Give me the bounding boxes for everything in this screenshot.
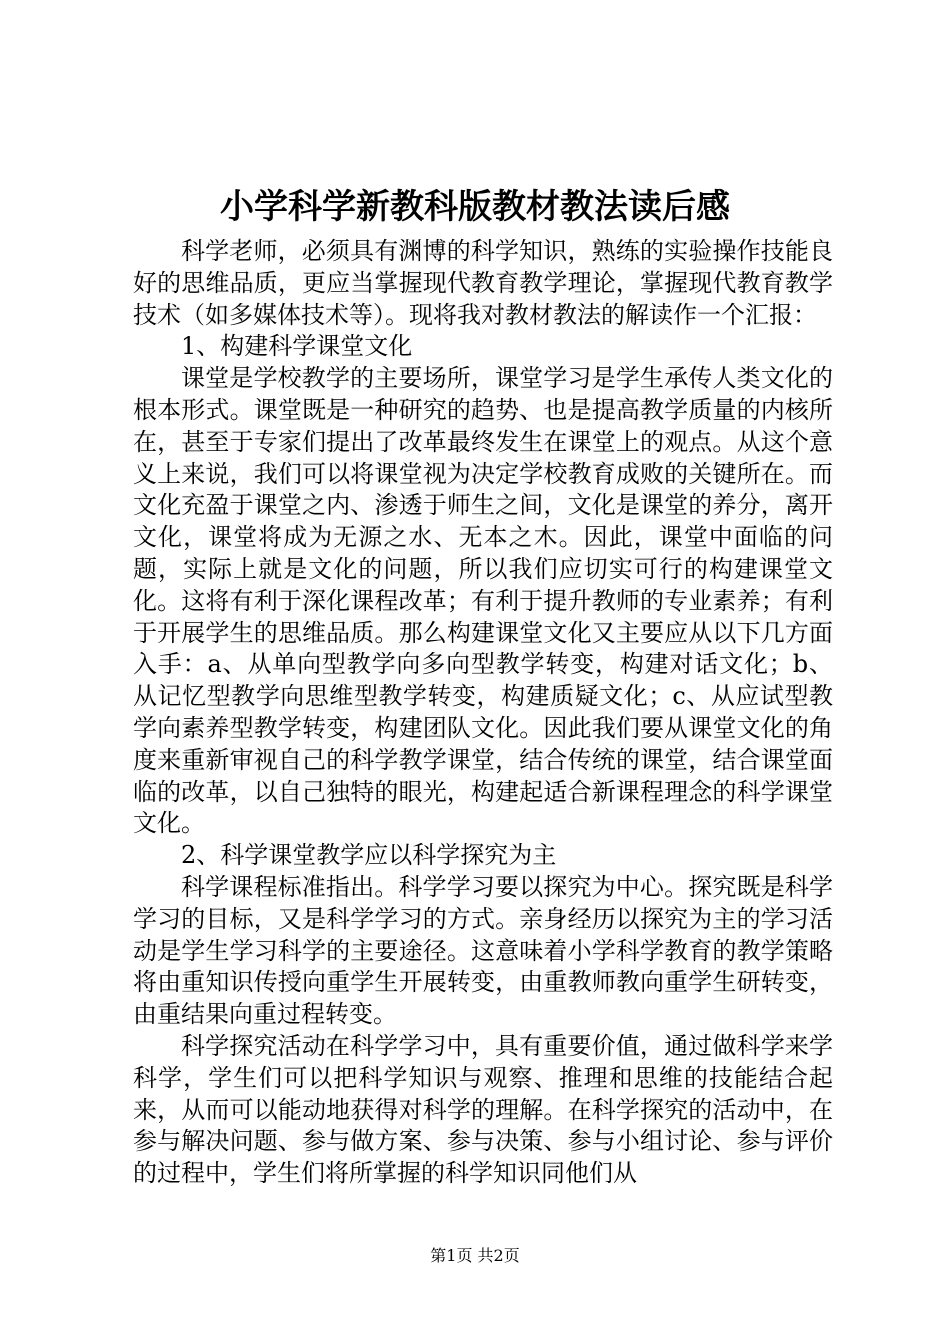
section-heading-2: 2、科学课堂教学应以科学探究为主	[181, 841, 557, 870]
document-title: 小学科学新教科版教材教法读后感	[220, 187, 730, 227]
section-heading-1: 1、构建科学课堂文化	[181, 332, 413, 361]
paragraph-inquiry-value: 科学探究活动在科学学习中，具有重要价值，通过做科学来学科学，学生们可以把科学知识与观察、推理和思维的技能结合起来，从而可以能动地获得对科学的理解。在科学探究的活动中，在参与解决问题、参与做方案、参与决策、参与小组讨论、参与评价的过程中，学生们将所掌握的科学知识同他们从	[133, 1031, 833, 1188]
paragraph-intro: 科学老师，必须具有渊博的科学知识，熟练的实验操作技能良好的思维品质，更应当掌握现代教育教学理论，掌握现代教育教学技术（如多媒体技术等）。现将我对教材教法的解读作一个汇报：	[133, 237, 833, 329]
page-number-footer: 第1页 共2页	[430, 1246, 520, 1265]
paragraph-classroom-culture: 课堂是学校教学的主要场所，课堂学习是学生承传人类文化的根本形式。课堂既是一种研究的趋势、也是提高教学质量的内核所在，甚至于专家们提出了改革最终发生在课堂上的观点。从这个意义上来说，我们可以将课堂视为决定学校教育成败的关键所在。而文化充盈于课堂之内、渗透于师生之间，文化是课堂的养分，离开文化，课堂将成为无源之水、无本之木。因此，课堂中面临的问题，实际上就是文化的问题，所以我们应切实可行的构建课堂文化。这将有利于深化课程改革；有利于提升教师的专业素养；有利于开展学生的思维品质。那么构建课堂文化又主要应从以下几方面入手：a、从单向型教学向多向型教学转变，构建对话文化；b、从记忆型教学向思维型教学转变，构建质疑文化；c、从应试型教学向素养型教学转变，构建团队文化。因此我们要从课堂文化的角度来重新审视自己的科学教学课堂，结合传统的课堂，结合课堂面临的改革，以自己独特的眼光，构建起适合新课程理念的科学课堂文化。	[133, 364, 833, 838]
document-body	[133, 236, 833, 1190]
paragraph-inquiry-standard: 科学课程标准指出。科学学习要以探究为中心。探究既是科学学习的目标，又是科学学习的方式。亲身经历以探究为主的学习活动是学生学习科学的主要途径。这意味着小学科学教育的教学策略将由重知识传授向重学生开展转变，由重教师教向重学生研转变，由重结果向重过程转变。	[133, 872, 833, 1029]
